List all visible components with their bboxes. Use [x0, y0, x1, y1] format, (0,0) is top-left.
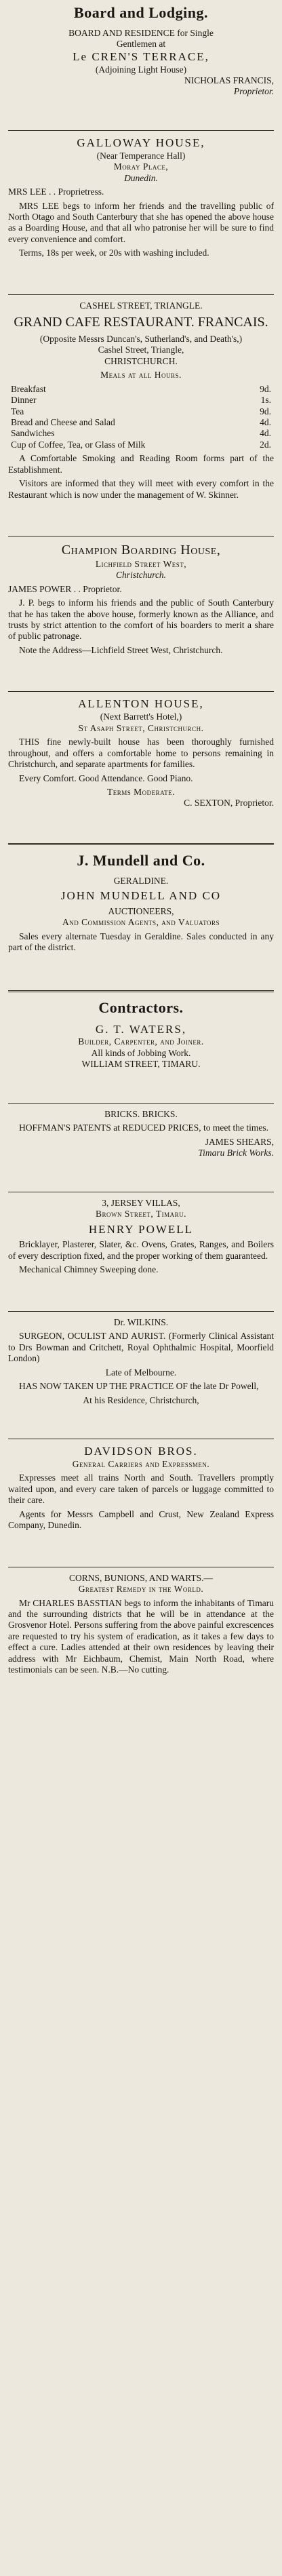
- ad-terms: Terms Moderate.: [106, 786, 175, 797]
- section-heading-mundell: J. Mundell and Co.: [77, 851, 205, 869]
- ad-line: Every Comfort. Good Attendance. Good Piano.: [19, 773, 193, 783]
- section-heading-board-lodging: Board and Lodging.: [74, 4, 208, 21]
- ad-body: SURGEON, OCULIST AND AURIST. (Formerly Clinical Assistant to Drs Bowman and Critchett, Royal Ophthalmic Hospital, Moorfield London): [8, 1331, 274, 1364]
- ad-line: Mechanical Chimney Sweeping done.: [19, 1264, 159, 1275]
- ad-body: J. P. begs to inform his friends and the public of South Canterbury that he has taken the above house, formerly known as the Alliance, and trusts by strict attention to the comfort of his boarders to merit a share of public patronage.: [8, 598, 274, 642]
- ad-address: Cashel Street, Triangle,: [98, 345, 184, 355]
- ad-title: ALLENTON HOUSE,: [78, 697, 204, 711]
- menu-price: 4d.: [260, 417, 271, 427]
- menu-item: Breakfast: [11, 383, 46, 394]
- divider: [8, 1311, 274, 1312]
- ad-title: Dr. WILKINS.: [113, 1316, 169, 1327]
- menu-row: [8, 384, 274, 395]
- ad-grand-cafe: [8, 300, 274, 530]
- ad-allenton-house: [8, 697, 274, 836]
- ad-line: Builder, Carpenter, and Joiner.: [78, 1036, 204, 1047]
- ad-title: DAVIDSON BROS.: [84, 1445, 198, 1458]
- ad-corns-bunions: [8, 1573, 274, 1676]
- ad-meals-heading: Meals at all Hours.: [100, 370, 182, 380]
- ad-body: Visitors are informed that they will meet with every comfort in the Restaurant which is now under the management of W. Skinner.: [8, 478, 274, 500]
- menu-row: [8, 406, 274, 417]
- ad-line: AUCTIONEERS,: [108, 905, 174, 916]
- menu-row: [8, 417, 274, 428]
- menu-price: 9d.: [260, 383, 271, 394]
- ad-title: Champion Boarding House,: [61, 543, 221, 558]
- divider: [8, 843, 274, 845]
- ad-body: A Comfortable Smoking and Reading Room forms part of the Establishment.: [8, 453, 274, 475]
- ad-proprietor: MRS LEE . . Proprietress.: [8, 187, 104, 197]
- ad-spacer: [8, 956, 274, 983]
- ad-body: HOFFMAN'S PATENTS at REDUCED PRICES, to meet the times.: [19, 1123, 268, 1133]
- divider: [8, 990, 274, 992]
- ad-body: Bricklayer, Plasterer, Slater, &c. Ovens, Grates, Ranges, and Boilers of every description fixed, and the proper working of them guaranteed.: [8, 1239, 274, 1261]
- ad-spacer: [8, 1406, 274, 1433]
- ad-galloway-house: [8, 136, 274, 289]
- ad-city: CHRISTCHURCH.: [104, 355, 178, 366]
- ad-address: Brown Street, Timaru.: [95, 1209, 186, 1219]
- ad-address: 3, JERSEY VILLAS,: [102, 1197, 180, 1208]
- ad-title: CORNS, BUNIONS, AND WARTS.—: [69, 1572, 213, 1583]
- ad-body: THIS fine newly-built house has been thoroughly furnished throughout, and offers a comfortable home to persons remaining in Christchurch, and separate apartments for families.: [8, 737, 274, 770]
- ad-line: (Opposite Messrs Duncan's, Sutherland's, and Death's,): [39, 333, 243, 344]
- menu-item: Tea: [11, 406, 24, 416]
- ad-address: WILLIAM STREET, TIMARU.: [81, 1059, 201, 1070]
- ad-place: Timaru Brick Works.: [198, 1148, 274, 1158]
- divider: [8, 130, 274, 131]
- menu-row: [8, 395, 274, 406]
- menu-item: Sandwiches: [11, 428, 55, 439]
- ad-body: HAS NOW TAKEN UP THE PRACTICE OF the late Dr Powell,: [19, 1381, 259, 1392]
- ad-line: And Commission Agents, and Valuators: [62, 917, 220, 928]
- ad-line: BOARD AND RESIDENCE for Single: [68, 27, 214, 38]
- ad-body: Expresses meet all trains North and South. Travellers promptly waited upon, and every care taken of parcels or luggage committed to their care.: [8, 1472, 274, 1506]
- ad-body: Sales every alternate Tuesday in Geraldine. Sales conducted in any part of the district.: [8, 931, 274, 953]
- ad-line: Gentlemen at: [116, 39, 166, 50]
- ad-title: GRAND CAFE RESTAURANT. FRANCAIS.: [14, 315, 268, 330]
- ad-proprietor: NICHOLAS FRANCIS,: [184, 75, 274, 85]
- ad-town: GERALDINE.: [113, 875, 169, 886]
- ad-city: Christchurch.: [115, 570, 167, 581]
- ad-address: St Asaph Street, Christchurch.: [78, 722, 204, 733]
- ad-spacer: [8, 1279, 274, 1306]
- ad-city: Dunedin.: [124, 172, 158, 183]
- ad-spacer: [8, 262, 274, 289]
- ad-le-crens-terrace: [8, 28, 274, 125]
- ad-line: Greatest Remedy in the World.: [78, 1584, 204, 1595]
- ad-dr-wilkins: [8, 1317, 274, 1433]
- ad-line: At his Residence, Christchurch,: [83, 1394, 199, 1405]
- ad-henry-powell: [8, 1198, 274, 1306]
- menu-row: [8, 440, 274, 450]
- ad-title: HENRY POWELL: [88, 1222, 194, 1236]
- menu-list: [8, 384, 274, 451]
- menu-item: Cup of Coffee, Tea, or Glass of Milk: [11, 439, 146, 450]
- ad-waters: [8, 1023, 274, 1097]
- ad-champion-boarding-house: [8, 542, 274, 686]
- ad-davidson-bros: [8, 1445, 274, 1561]
- divider: [8, 294, 274, 295]
- ad-line: (Adjoining Light House): [95, 64, 187, 75]
- menu-price: 9d.: [260, 406, 271, 416]
- ad-mundell: [8, 876, 274, 983]
- menu-price: 2d.: [260, 439, 271, 450]
- ad-spacer: [8, 809, 274, 836]
- ad-line: General Carriers and Expressmen.: [72, 1458, 210, 1469]
- ad-note: Note the Address—Lichfield Street West, Christchurch.: [19, 644, 223, 655]
- ad-proprietor: JAMES POWER . . Proprietor.: [8, 583, 122, 594]
- ad-terms: Terms, 18s per week, or 20s with washing included.: [19, 248, 209, 258]
- ad-spacer: [8, 1070, 274, 1097]
- menu-item: Dinner: [11, 395, 37, 406]
- ad-spacer: [8, 659, 274, 686]
- menu-price: 4d.: [260, 428, 271, 439]
- ad-spacer: [8, 503, 274, 530]
- ad-proprietor: JAMES SHEARS,: [205, 1136, 274, 1147]
- ad-line: (Near Temperance Hall): [96, 150, 186, 161]
- ad-title: G. T. WATERS,: [95, 1022, 187, 1036]
- ad-address: Lichfield Street West,: [95, 558, 187, 569]
- ad-spacer: [8, 98, 274, 125]
- ad-title: BRICKS. BRICKS.: [104, 1108, 178, 1119]
- ad-body: Mr CHARLES BASSTIAN begs to inform the inhabitants of Timaru and the surrounding districts that he will be in attendance at the Grosvenor Hotel. Persons suffering from the above painful excrescences are requested to try his system of eradication, as it takes a few days to effect a cure. Ladies attended at their own residences by leaving their address with Mr Eichbaum, Chemist, Main North Road, where testimonials can be seen. N.B.—No cutting.: [8, 1597, 274, 1675]
- ad-address: Moray Place,: [113, 161, 169, 172]
- ad-street: CASHEL STREET, TRIANGLE.: [79, 300, 203, 311]
- ad-title: GALLOWAY HOUSE,: [77, 136, 205, 149]
- ad-line: All kinds of Jobbing Work.: [91, 1047, 191, 1058]
- menu-row: [8, 428, 274, 439]
- ad-body: MRS LEE begs to inform her friends and the travelling public of North Otago and South Canterbury that she has opened the above house as a Boarding House, and that all who patronise her will be sure to find every convenience and comfort.: [8, 200, 274, 244]
- ad-title: Le CREN'S TERRACE,: [73, 50, 209, 63]
- ad-title: JOHN MUNDELL AND CO: [60, 889, 222, 903]
- ad-bricks: [8, 1109, 274, 1186]
- section-heading-contractors: Contractors.: [98, 998, 184, 1016]
- ad-proprietor-title: Proprietor.: [233, 86, 274, 97]
- divider: [8, 691, 274, 692]
- ad-line: Agents for Messrs Campbell and Crust, New Zealand Express Company, Dunedin.: [8, 1508, 274, 1531]
- divider: [8, 1103, 274, 1104]
- ad-proprietor: C. SEXTON, Proprietor.: [184, 798, 274, 808]
- menu-price: 1s.: [260, 395, 271, 406]
- ad-spacer: [8, 1534, 274, 1561]
- ad-spacer: [8, 1159, 274, 1186]
- menu-item: Bread and Cheese and Salad: [11, 417, 115, 427]
- ad-line: (Next Barrett's Hotel,): [100, 711, 182, 722]
- ad-line: Late of Melbourne.: [105, 1367, 177, 1378]
